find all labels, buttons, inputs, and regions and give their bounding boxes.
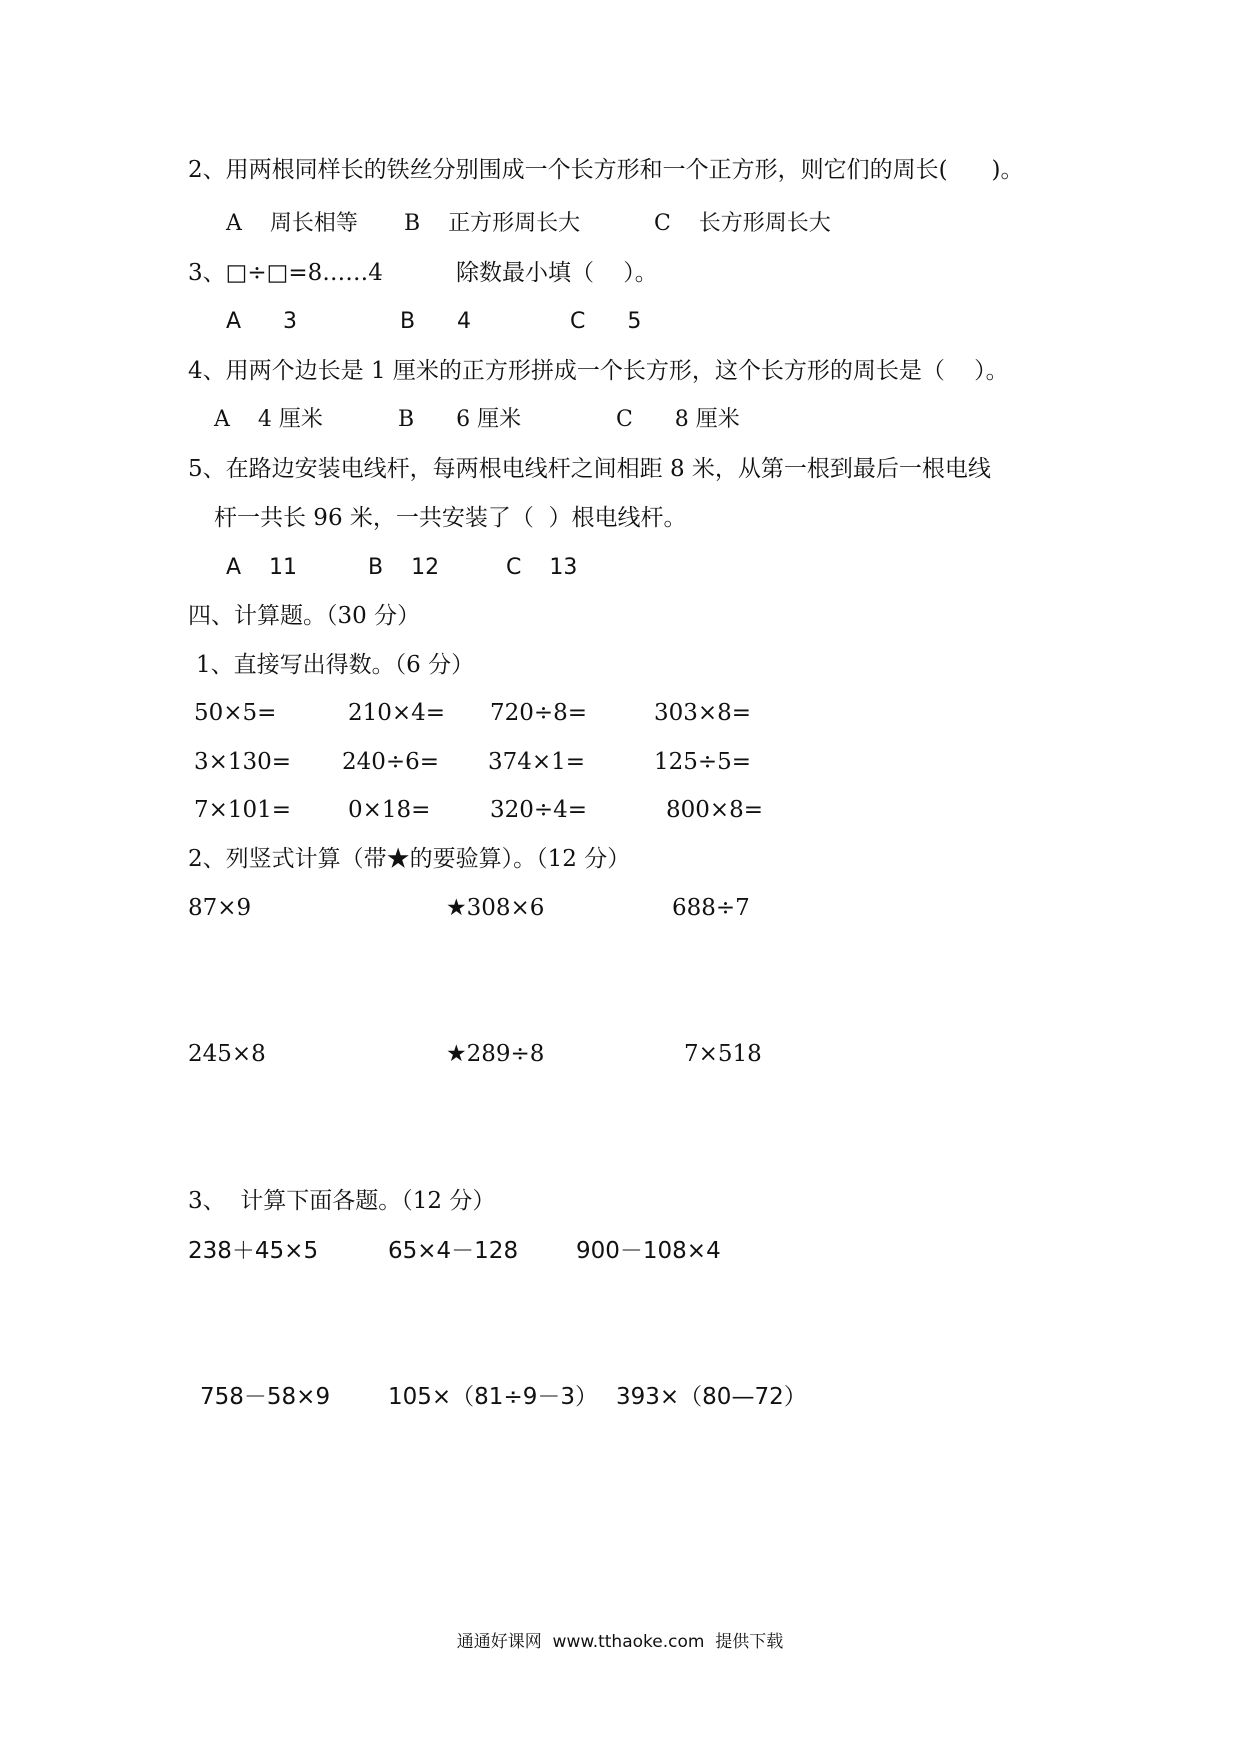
oral-item: 374×1=	[488, 749, 586, 775]
question-4-option-b: B 6 厘米	[398, 407, 522, 432]
mixed-calc-item: 105×（81÷9－3）	[388, 1384, 598, 1410]
vertical-calc-item: ★308×6	[446, 895, 545, 921]
oral-item: 240÷6=	[342, 749, 440, 775]
question-5-option-a: A 11	[226, 555, 298, 580]
oral-item: 125÷5=	[654, 749, 752, 775]
question-2-option-b: B 正方形周长大	[404, 211, 581, 236]
question-2-stem: 2、用两根同样长的铁丝分别围成一个长方形和一个正方形，则它们的周长( )。	[188, 157, 1024, 183]
question-3-stem: 3、□÷□=8……4 除数最小填（ ）。	[188, 260, 658, 286]
mixed-calc-item: 758－58×9	[200, 1384, 331, 1410]
mixed-calc-item: 65×4－128	[388, 1238, 519, 1264]
mixed-calc-item: 900－108×4	[576, 1238, 721, 1264]
oral-item: 210×4=	[348, 700, 446, 726]
question-4-option-a: A 4 厘米	[214, 407, 323, 432]
vertical-calc-item: 87×9	[188, 895, 252, 921]
vertical-calc-item: ★289÷8	[446, 1041, 545, 1067]
question-4-stem: 4、用两个边长是 1 厘米的正方形拼成一个长方形，这个长方形的周长是（ ）。	[188, 358, 1009, 384]
question-3-option-b: B 4	[400, 309, 472, 334]
question-2-option-a: A 周长相等	[226, 211, 358, 236]
question-2-option-c: C 长方形周长大	[654, 211, 831, 236]
oral-item: 320÷4=	[490, 797, 588, 823]
vertical-calc-item: 7×518	[684, 1041, 762, 1067]
section-4-title: 四、计算题。（30 分）	[188, 603, 421, 629]
question-5-stem-line-1: 5、在路边安装电线杆，每两根电线杆之间相距 8 米，从第一根到最后一根电线	[188, 456, 991, 482]
question-5-option-b: B 12	[368, 555, 440, 580]
oral-item: 800×8=	[666, 797, 764, 823]
oral-item: 7×101=	[194, 797, 292, 823]
question-5-stem-line-2: 杆一共长 96 米，一共安装了（ ）根电线杆。	[214, 505, 687, 531]
oral-item: 0×18=	[348, 797, 431, 823]
question-4-option-c: C 8 厘米	[616, 407, 740, 432]
oral-item: 3×130=	[194, 749, 292, 775]
oral-item: 720÷8=	[490, 700, 588, 726]
part-2-title: 2、列竖式计算（带★的要验算）。（12 分）	[188, 846, 631, 872]
question-3-option-c: C 5	[570, 309, 642, 334]
part-3-title: 3、 计算下面各题。（12 分）	[188, 1188, 496, 1214]
part-1-title: 1、直接写出得数。（6 分）	[196, 652, 475, 678]
oral-item: 50×5=	[194, 700, 277, 726]
oral-item: 303×8=	[654, 700, 752, 726]
vertical-calc-item: 688÷7	[672, 895, 750, 921]
question-3-option-a: A 3	[226, 309, 298, 334]
footer-download-note: 通通好课网 www.tthaoke.com 提供下载	[456, 1632, 784, 1652]
question-5-option-c: C 13	[506, 555, 578, 580]
mixed-calc-item: 393×（80—72）	[616, 1384, 807, 1410]
mixed-calc-item: 238＋45×5	[188, 1238, 319, 1264]
vertical-calc-item: 245×8	[188, 1041, 266, 1067]
